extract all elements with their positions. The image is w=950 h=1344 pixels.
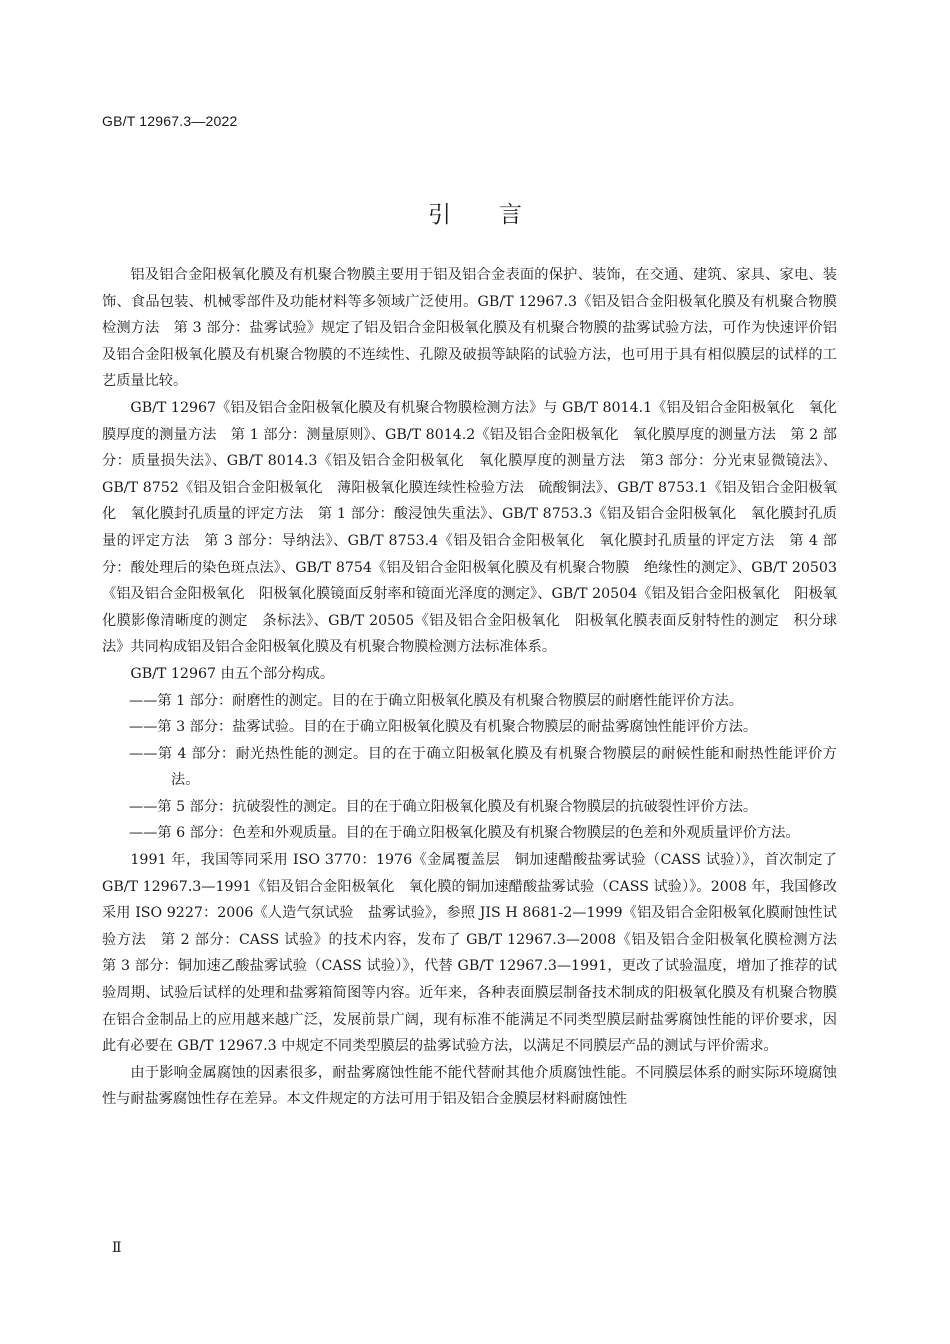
part-list-item: ——第 3 部分：盐雾试验。目的在于确立阳极氧化膜及有机聚合物膜层的耐盐雾腐蚀性能评价方法。 bbox=[129, 719, 758, 736]
page-title: 引言 bbox=[428, 202, 570, 228]
page-number: Ⅱ bbox=[112, 1240, 122, 1256]
document-body bbox=[102, 262, 852, 1113]
standards-system-paragraph: GB/T 12967《铝及铝合金阳极氧化膜及有机聚合物膜检测方法》与 GB/T 8014.1《铝及铝合金阳极氧化 氧化膜厚度的测量方法 第 1 部分：测量原则》、GB/T 8014.2《铝及铝合金阳极氧化 氧化膜厚度的测量方法 第 2 部分：质量损失法》、GB/T 8014.3《铝及铝合金阳极氧化 氧化膜厚度的测量方法 第3 部分：分光束显微镜法》、GB/T 8752《铝及铝合金阳极氧化 薄阳极氧化膜连续性检验方法 硫酸铜法》、GB/T 8753.1《铝及铝合金阳极氧化 氧化膜封孔质量的评定方法 第 1 部分：酸浸蚀失重法》、GB/T 8753.3《铝及铝合金阳极氧化 氧化膜封孔质量的评定方法 第 3 部分：导纳法》、GB/T 8753.4《铝及铝合金阳极氧化 氧化膜封孔质量的评定方法 第 4 部分：酸处理后的染色斑点法》、GB/T 8754《铝及铝合金阳极氧化膜及有机聚合物膜 绝缘性的测定》、GB/T 20503《铝及铝合金阳极氧化 阳极氧化膜镜面反射率和镜面光泽度的测定》、GB/T 20504《铝及铝合金阳极氧化 阳极氧化膜影像清晰度的测定 条标法》、GB/T 20505《铝及铝合金阳极氧化 阳极氧化膜表面反射特性的测定 积分球法》共同构成铝及铝合金阳极氧化膜及有机聚合物膜检测方法标准体系。 bbox=[102, 399, 837, 656]
standard-code: GB/T 12967.3—2022 bbox=[102, 113, 238, 129]
part-list-item: ——第 6 部分：色差和外观质量。目的在于确立阳极氧化膜及有机聚合物膜层的色差和外观质量评价方法。 bbox=[129, 825, 800, 842]
part-list-item: ——第 5 部分：抗破裂性的测定。目的在于确立阳极氧化膜及有机聚合物膜层的抗破裂性评价方法。 bbox=[129, 798, 758, 815]
closing-paragraph: 由于影响金属腐蚀的因素很多，耐盐雾腐蚀性能不能代替耐其他介质腐蚀性能。不同膜层体系的耐实际环境腐蚀性与耐盐雾腐蚀性存在差异。本文件规定的方法可用于铝及铝合金膜层材料耐腐蚀性 bbox=[102, 1064, 837, 1108]
part-list-item: ——第 1 部分：耐磨性的测定。目的在于确立阳极氧化膜及有机聚合物膜层的耐磨性能评价方法。 bbox=[129, 692, 743, 709]
intro-paragraph: 铝及铝合金阳极氧化膜及有机聚合物膜主要用于铝及铝合金表面的保护、装饰，在交通、建筑、家具、家电、装饰、食品包装、机械零部件及功能材料等多领域广泛使用。GB/T 12967.3《铝及铝合金阳极氧化膜及有机聚合物膜检测方法 第 3 部分：盐雾试验》规定了铝及铝合金阳极氧化膜及有机聚合物膜的盐雾试验方法，可作为快速评价铝及铝合金阳极氧化膜及有机聚合物膜的不连续性、孔隙及破损等缺陷的试验方法，也可用于具有相似膜层的试样的工艺质量比较。 bbox=[102, 267, 837, 390]
part-list-item: ——第 4 部分：耐光热性能的测定。目的在于确立阳极氧化膜及有机聚合物膜层的耐候性能和耐热性能评价方法。 bbox=[129, 745, 837, 789]
history-paragraph: 1991 年，我国等同采用 ISO 3770：1976《金属覆盖层 铜加速醋酸盐雾试验（CASS 试验）》，首次制定了 GB/T 12967.3—1991《铝及铝合金阳极氧化 氧化膜的铜加速醋酸盐雾试验（CASS 试验）》。2008 年，我国修改采用 ISO 9227：2006《人造气氛试验 盐雾试验》，参照 JIS H 8681-2—1999《铝及铝合金阳极氧化膜耐蚀性试验方法 第 2 部分：CASS 试验》的技术内容，发布了 GB/T 12967.3—2008《铝及铝合金阳极氧化膜检测方法 第 3 部分：铜加速乙酸盐雾试验（CASS 试验）》，代替 GB/T 12967.3—1991，更改了试验温度，增加了推荐的试验周期、试验后试样的处理和盐雾箱简图等内容。近年来，各种表面膜层制备技术制成的阳极氧化膜及有机聚合物膜在铝合金制品上的应用越来越广泛，发展前景广阔，现有标准不能满足不同类型膜层耐盐雾腐蚀性能的评价要求，因此有必要在 GB/T 12967.3 中规定不同类型膜层的盐雾试验方法，以满足不同膜层产品的测试与评价需求。 bbox=[102, 852, 852, 1055]
parts-intro-paragraph: GB/T 12967 由五个部分构成。 bbox=[130, 665, 335, 682]
